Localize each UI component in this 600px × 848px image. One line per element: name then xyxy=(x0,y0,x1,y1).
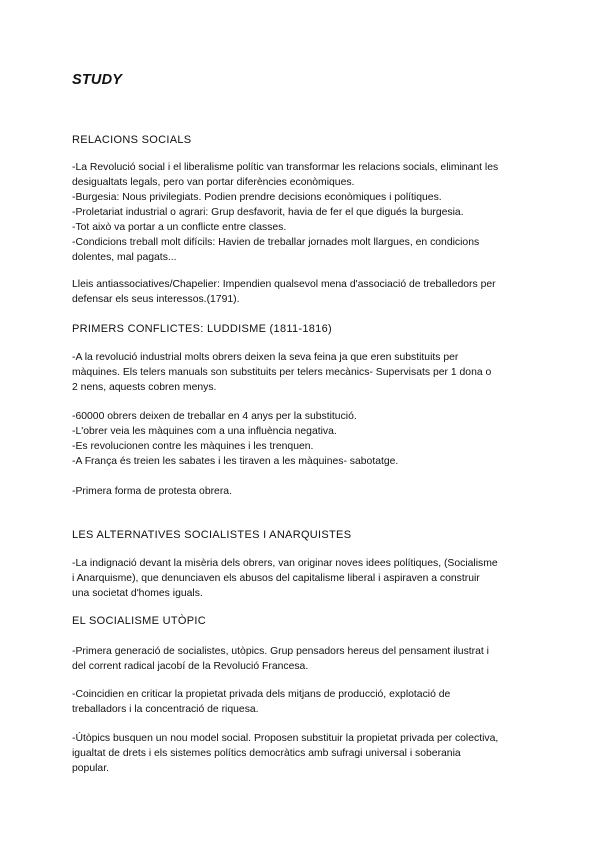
text-line: -Burgesia: Nous privilegiats. Podien prendre decisions econòmiques i polítiques. xyxy=(72,192,442,203)
paragraph xyxy=(72,350,542,395)
section-heading: EL SOCIALISME UTÒPIC xyxy=(72,615,206,627)
paragraph xyxy=(72,409,542,469)
paragraph xyxy=(72,556,542,601)
paragraph xyxy=(72,277,542,307)
text-line: -La indignació devant la misèria dels obrers, van originar noves idees polítiques, (Socialisme xyxy=(72,558,498,569)
text-line: -Es revolucionen contre les màquines i les trenquen. xyxy=(72,441,314,452)
text-line: Lleis antiassociatives/Chapelier: Impendien qualsevol mena d'associació de treballedors per xyxy=(72,279,496,290)
text-line: màquines. Els telers manuals son substituits per telers mecànics- Supervisats per 1 dona o xyxy=(72,367,492,378)
section-heading: LES ALTERNATIVES SOCIALISTES I ANARQUISTES xyxy=(72,529,352,541)
text-line: -A França és treien les sabates i les tiraven a les màquines- sabotatge. xyxy=(72,456,399,467)
text-line: -Primera generació de socialistes, utòpics. Grup pensadors hereus del pensament ilustrat i xyxy=(72,646,489,657)
document-title: STUDY xyxy=(72,72,123,88)
text-line: -A la revolució industrial molts obrers deixen la seva feina ja que eren substituits per xyxy=(72,352,459,363)
text-line: popular. xyxy=(72,763,109,774)
text-line: dolentes, mal pagats... xyxy=(72,252,177,263)
text-line: desigualtats legals, pero van portar diferències econòmiques. xyxy=(72,177,355,188)
text-line: 2 nens, aquests cobren menys. xyxy=(72,382,217,393)
text-line: i Anarquisme), que denunciaven els abusos del capitalisme liberal i aspiraven a construir xyxy=(72,573,480,584)
text-line: igualtat de drets i els sistemes polítics democràtics amb sufragi universal i soberania xyxy=(72,748,461,759)
text-line: del corrent radical jacobí de la Revolució Francesa. xyxy=(72,661,309,672)
paragraph xyxy=(72,160,542,265)
paragraph xyxy=(72,687,542,717)
text-line: una societat d'homes iguals. xyxy=(72,588,203,599)
text-line: -Coincidien en criticar la propietat privada dels mitjans de producció, explotació de xyxy=(72,689,451,700)
paragraph xyxy=(72,644,542,674)
paragraph xyxy=(72,731,542,776)
section-heading: PRIMERS CONFLICTES: LUDDISME (1811-1816) xyxy=(72,323,332,335)
text-line: -Tot això va portar a un conflicte entre classes. xyxy=(72,222,287,233)
section-heading: RELACIONS SOCIALS xyxy=(72,134,192,146)
text-line: -L'obrer veia les màquines com a una influència negativa. xyxy=(72,426,337,437)
text-line: -60000 obrers deixen de treballar en 4 anys per la substitució. xyxy=(72,411,357,422)
text-line: -La Revolució social i el liberalisme polític van transformar les relacions socials, eliminant les xyxy=(72,162,499,173)
text-line: -Primera forma de protesta obrera. xyxy=(72,486,232,497)
text-line: -Proletariat industrial o agrari: Grup desfavorit, havia de fer el que digués la burgesia. xyxy=(72,207,464,218)
text-line: -Útòpics busquen un nou model social. Proposen substituir la propietat privada per colectiva, xyxy=(72,733,499,744)
text-line: -Condicions treball molt difícils: Havien de treballar jornades molt llargues, en condicions xyxy=(72,237,480,248)
text-line: treballadors i la concentració de riquesa. xyxy=(72,704,259,715)
text-line: defensar els seus interessos.(1791). xyxy=(72,294,240,305)
paragraph xyxy=(72,484,542,499)
